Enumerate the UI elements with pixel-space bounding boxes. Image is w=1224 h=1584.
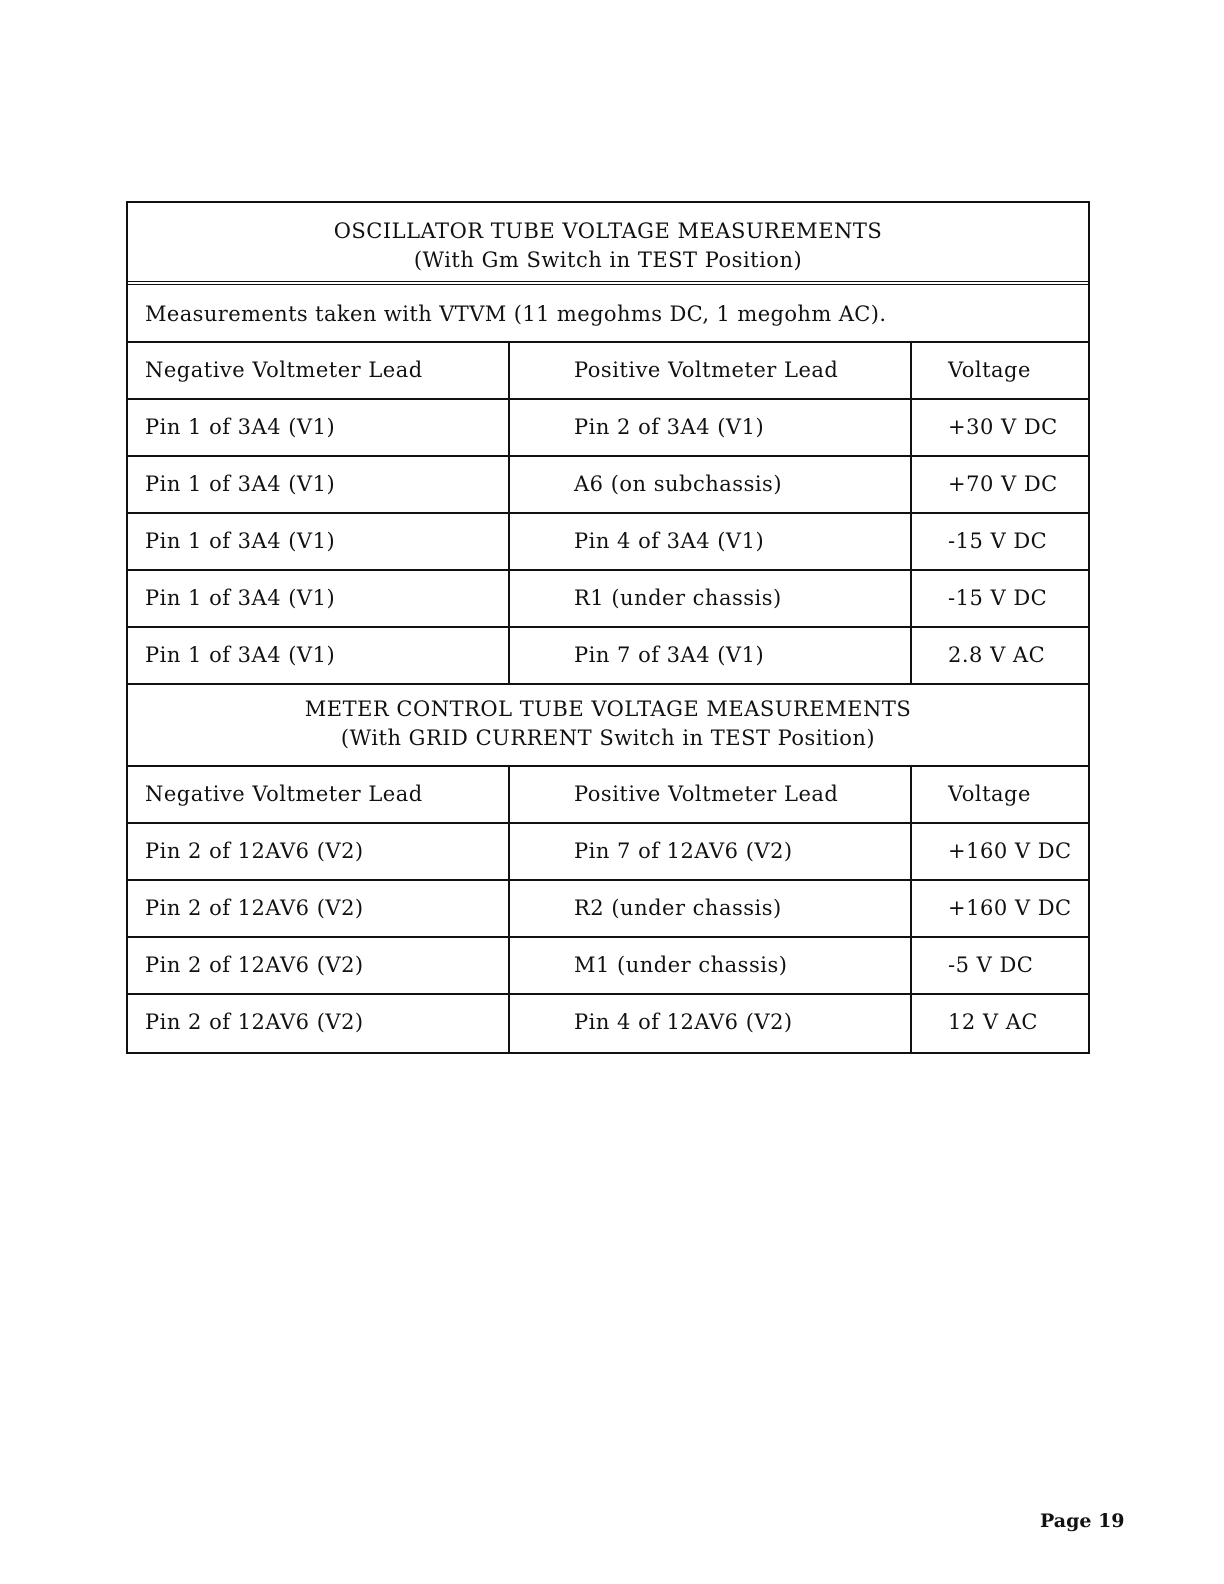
column-header-positive-lead: Positive Voltmeter Lead: [510, 343, 912, 398]
positive-lead-cell: R1 (under chassis): [510, 571, 912, 626]
column-header-voltage: Voltage: [948, 358, 1031, 382]
meter-title: METER CONTROL TUBE VOLTAGE MEASUREMENTS: [304, 697, 912, 721]
table-row: [128, 571, 1088, 628]
positive-lead-cell: M1 (under chassis): [510, 938, 912, 993]
positive-lead-cell: Pin 2 of 3A4 (V1): [510, 400, 912, 455]
negative-lead-cell: Pin 1 of 3A4 (V1): [128, 457, 510, 512]
positive-lead-cell: Pin 4 of 12AV6 (V2): [510, 995, 912, 1052]
negative-lead-cell: Pin 1 of 3A4 (V1): [128, 514, 510, 569]
column-header-positive-lead: Positive Voltmeter Lead: [510, 767, 912, 822]
voltage-cell: +70 V DC: [948, 472, 1058, 496]
voltage-cell: +30 V DC: [948, 415, 1058, 439]
negative-lead-cell: Pin 1 of 3A4 (V1): [128, 400, 510, 455]
voltage-cell: -15 V DC: [948, 586, 1048, 610]
voltage-cell: -5 V DC: [948, 953, 1034, 977]
column-header-negative-lead: Negative Voltmeter Lead: [128, 767, 510, 822]
voltage-cell: 2.8 V AC: [948, 643, 1046, 667]
meter-subtitle: (With GRID CURRENT Switch in TEST Position): [340, 726, 876, 750]
positive-lead-cell: Pin 7 of 12AV6 (V2): [510, 824, 912, 879]
negative-lead-cell: Pin 2 of 12AV6 (V2): [128, 881, 510, 936]
voltage-cell: -15 V DC: [948, 529, 1048, 553]
positive-lead-cell: A6 (on subchassis): [510, 457, 912, 512]
column-header-voltage: Voltage: [948, 782, 1031, 806]
meter-column-headers: [128, 767, 1088, 824]
negative-lead-cell: Pin 2 of 12AV6 (V2): [128, 995, 510, 1052]
measurement-note: Measurements taken with VTVM (11 megohms DC, 1 megohm AC).: [128, 285, 1088, 343]
column-header-negative-lead: Negative Voltmeter Lead: [128, 343, 510, 398]
oscillator-title: OSCILLATOR TUBE VOLTAGE MEASUREMENTS: [333, 219, 883, 243]
voltage-cell: +160 V DC: [948, 839, 1072, 863]
table-row: [128, 514, 1088, 571]
page-number: Page 19: [1040, 1510, 1125, 1532]
oscillator-subtitle: (With Gm Switch in TEST Position): [413, 248, 803, 272]
negative-lead-cell: Pin 2 of 12AV6 (V2): [128, 824, 510, 879]
table-row: [128, 881, 1088, 938]
table-row: [128, 824, 1088, 881]
positive-lead-cell: Pin 4 of 3A4 (V1): [510, 514, 912, 569]
voltage-measurements-table: [126, 201, 1090, 1054]
positive-lead-cell: Pin 7 of 3A4 (V1): [510, 628, 912, 683]
table-row: [128, 995, 1088, 1052]
negative-lead-cell: Pin 2 of 12AV6 (V2): [128, 938, 510, 993]
negative-lead-cell: Pin 1 of 3A4 (V1): [128, 628, 510, 683]
oscillator-column-headers: [128, 343, 1088, 400]
voltage-cell: 12 V AC: [948, 1010, 1038, 1034]
meter-section-header: [128, 685, 1088, 767]
table-row: [128, 938, 1088, 995]
voltage-cell: +160 V DC: [948, 896, 1072, 920]
positive-lead-cell: R2 (under chassis): [510, 881, 912, 936]
oscillator-section-header: [128, 203, 1088, 285]
table-row: [128, 457, 1088, 514]
table-row: [128, 400, 1088, 457]
negative-lead-cell: Pin 1 of 3A4 (V1): [128, 571, 510, 626]
table-row: [128, 628, 1088, 685]
